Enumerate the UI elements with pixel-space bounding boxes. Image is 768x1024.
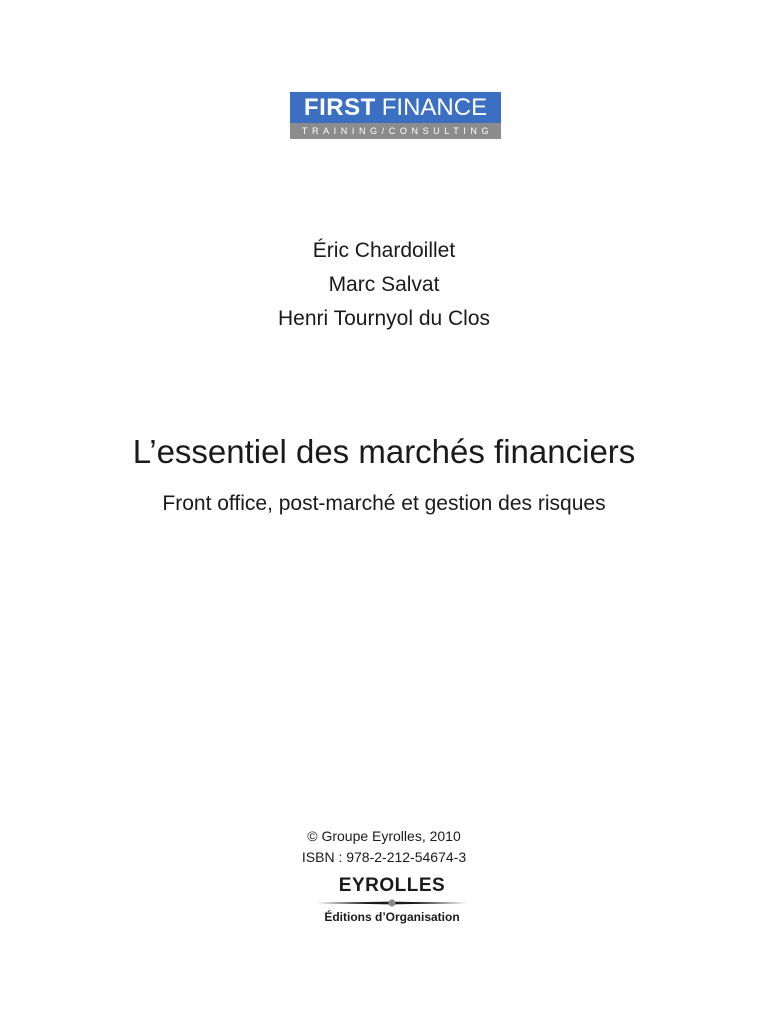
- logo-tagline: TRAINING/CONSULTING: [290, 123, 501, 139]
- authors-list: [0, 234, 768, 336]
- book-title: L’essentiel des marchés financiers: [132, 433, 636, 470]
- author-name: Marc Salvat: [328, 273, 440, 296]
- author-name: Henri Tournyol du Clos: [277, 307, 491, 330]
- publisher-name: EYROLLES: [338, 875, 446, 896]
- first-finance-logo-top: [290, 92, 501, 123]
- isbn-line: ISBN : 978-2-212-54674-3: [301, 849, 467, 865]
- copyright-block: [0, 826, 768, 868]
- publisher-imprint: Éditions d’Organisation: [324, 910, 460, 924]
- author-name: Éric Chardoillet: [312, 239, 456, 262]
- logo-finance-text: FINANCE: [381, 94, 488, 121]
- first-finance-logo: [290, 92, 501, 139]
- publisher-rule-ornament: [317, 898, 467, 908]
- logo-first-text: FIRST: [303, 94, 376, 121]
- copyright-line: © Groupe Eyrolles, 2010: [307, 828, 461, 844]
- eyrolles-logo: [314, 874, 470, 934]
- book-subtitle: Front office, post-marché et gestion des risques: [162, 492, 606, 515]
